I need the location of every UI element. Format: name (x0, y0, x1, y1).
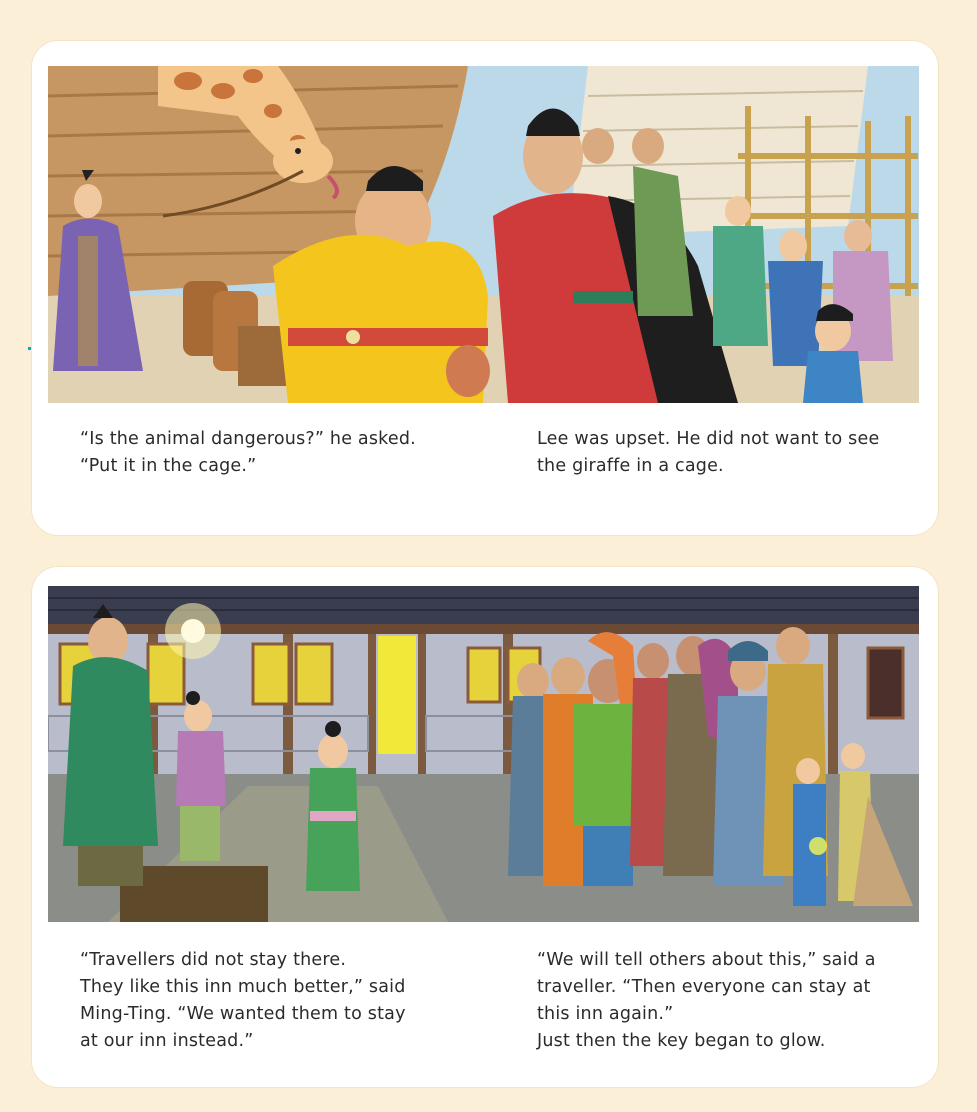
illustration-giraffe-harbour-art (48, 66, 919, 403)
illustration-inn-travellers-art (48, 586, 919, 922)
story-card-2 (32, 567, 938, 1087)
illustration-inn-travellers (48, 586, 919, 922)
card2-right-paragraph: “We will tell others about this,” said a traveller. “Then everyone can stay at this inn again.” Just then the key began to glow. (537, 950, 876, 1051)
story-card-1 (32, 41, 938, 535)
card1-left-paragraph: “Is the animal dangerous?” he asked. “Put it in the cage.” (80, 429, 416, 476)
card1-right-paragraph: Lee was upset. He did not want to see the giraffe in a cage. (537, 429, 880, 476)
illustration-giraffe-harbour (48, 66, 919, 403)
card2-left-paragraph: “Travellers did not stay there. They like this inn much better,” said Ming-Ting. “We wanted them to stay at our inn instead.” (80, 950, 406, 1051)
